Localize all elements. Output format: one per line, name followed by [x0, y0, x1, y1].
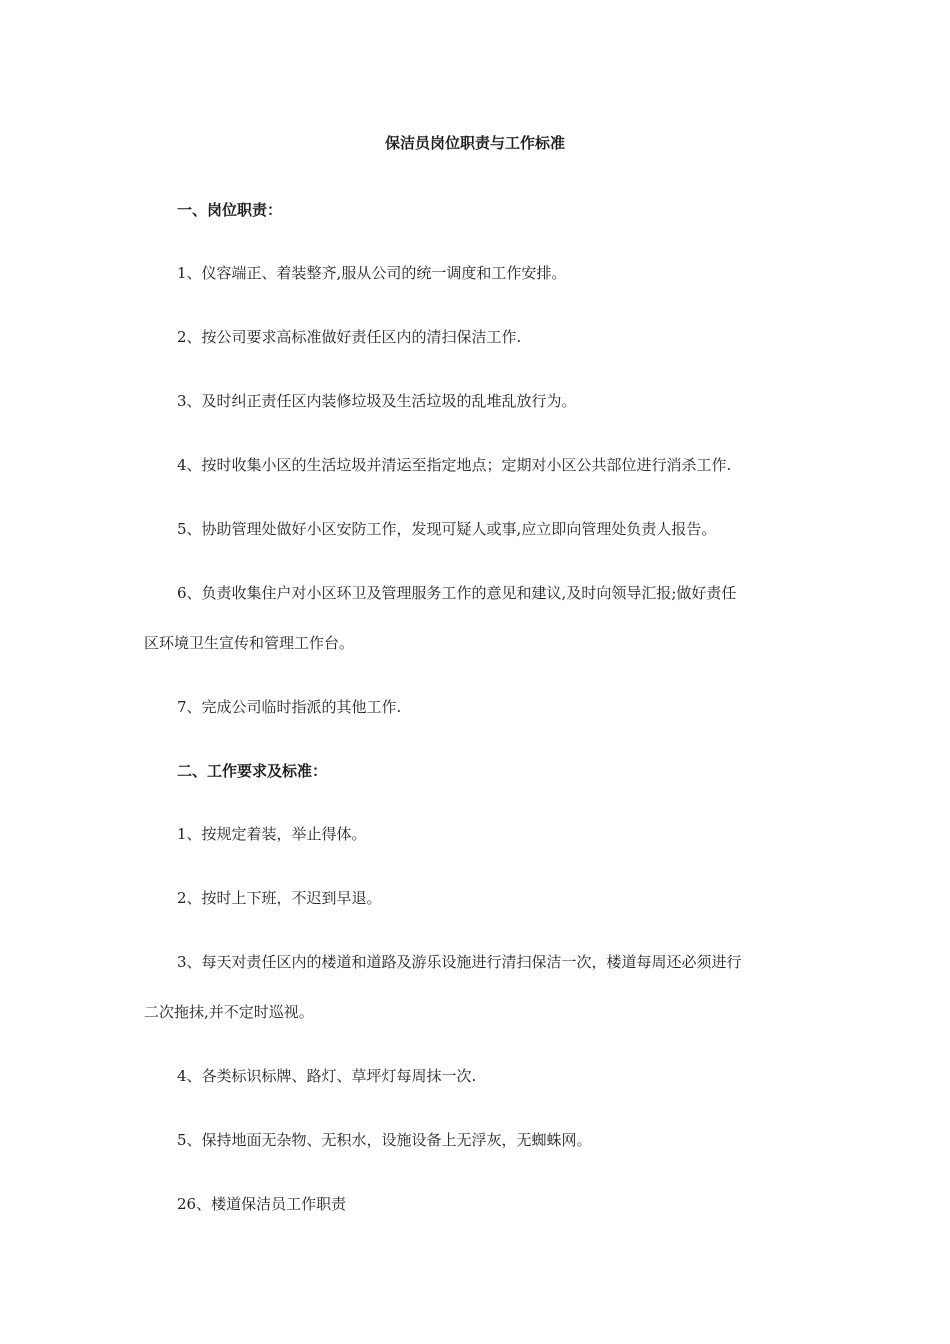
duty-item-4: 4、按时收集小区的生活垃圾并清运至指定地点；定期对小区公共部位进行消杀工作.	[177, 456, 732, 474]
document-title: 保洁员岗位职责与工作标准	[384, 134, 565, 152]
section-heading-duties: 一、岗位职责：	[177, 201, 283, 219]
duty-item-3: 3、及时纠正责任区内装修垃圾及生活垃圾的乱堆乱放行为。	[177, 392, 577, 410]
standard-item-2: 2、按时上下班，不迟到早退。	[177, 889, 382, 907]
standard-item-4: 4、各类标识标牌、路灯、草坪灯每周抹一次.	[177, 1067, 477, 1085]
standard-item-3-continued: 二次拖抹,并不定时巡视。	[144, 1003, 314, 1021]
standard-item-26: 26、楼道保洁员工作职责	[177, 1195, 347, 1213]
section-heading-standards: 二、工作要求及标准：	[177, 762, 328, 780]
duty-item-1: 1、仪容端正、着装整齐,服从公司的统一调度和工作安排。	[177, 264, 567, 282]
standard-item-5: 5、保持地面无杂物、无积水，设施设备上无浮灰，无蜘蛛网。	[177, 1131, 592, 1149]
standard-item-1: 1、按规定着装，举止得体。	[177, 825, 367, 843]
standard-item-3: 3、每天对责任区内的楼道和道路及游乐设施进行清扫保洁一次，楼道每周还必须进行	[177, 953, 742, 971]
duty-item-7: 7、完成公司临时指派的其他工作.	[177, 698, 402, 716]
duty-item-6-continued: 区环境卫生宣传和管理工作台。	[144, 634, 355, 652]
duty-item-5: 5、协助管理处做好小区安防工作，发现可疑人或事,应立即向管理处负责人报告。	[177, 520, 717, 538]
duty-item-6: 6、负责收集住户对小区环卫及管理服务工作的意见和建议,及时向领导汇报;做好责任	[177, 584, 737, 602]
duty-item-2: 2、按公司要求高标准做好责任区内的清扫保洁工作.	[177, 328, 522, 346]
